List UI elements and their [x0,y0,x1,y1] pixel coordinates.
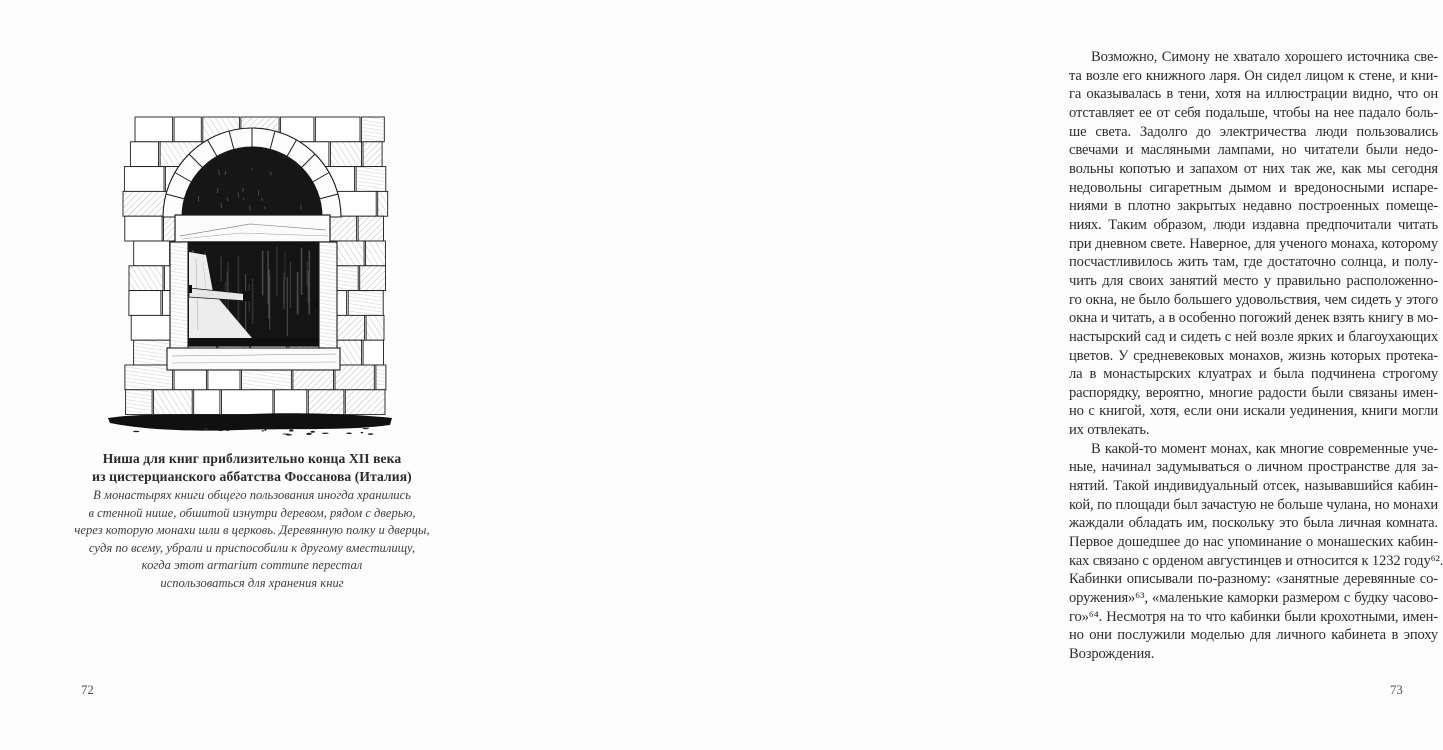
paragraph-1-line: при дневном свете. Наверное, для ученого монаха, которому [1069,235,1438,252]
caption-title-line: из цистерцианского аббатства Фоссанова (Италия) [92,468,412,484]
paragraph-1-line: ше света. Задолго до электричества люди пользовались [1069,123,1438,140]
paragraph-1-line: отставляет ее от себя подальше, чтобы на нее падало боль- [1069,104,1438,121]
right-page [500,0,1443,750]
frame-post-right [319,242,337,352]
paragraph-1-line: распорядку, вероятно, многие радости были связаны имен- [1069,384,1438,401]
bottom-sill-beam [167,348,340,370]
caption-note-line: когда этот armarium commune перестал [141,558,363,572]
paragraph-1-line: их отвлекать. [1069,422,1150,439]
paragraph-2-line: жаждали обладать им, поскольку это была личная комната. [1069,515,1438,532]
paragraph-1-line: свечами и масляными лампами, но читатели были недо- [1069,142,1438,159]
paragraph-1-line: но с книгой, хотя, если они искали уединения, книги могли [1069,403,1438,420]
illustration-caption-title [70,450,434,485]
paragraph-1-line: га оказывалась в тени, хотя на иллюстрации видно, что он [1069,86,1438,103]
paragraph-1-line: окна и читать, а в особенно погожий денек взять книгу в мо- [1069,310,1439,327]
paragraph-1-line: Возможно, Симону не хватало хорошего источника све- [1091,49,1438,65]
paragraph-1-line: цветов. У средневековых монахов, жизнь которых протека- [1069,347,1438,364]
paragraph-2-line: ках связано с орденом августинцев и относится к 1232 году⁶². [1069,552,1443,569]
interior-floor-shadow [188,338,319,346]
caption-note-line: В монастырях книги общего пользования иногда хранились [93,488,411,502]
paragraph-2-line: Первое дошедшее до нас упоминание о монашеских кабин- [1069,534,1438,551]
paragraph-1-line: та возле его книжного ларя. Он сидел лицом к стене, и кни- [1069,67,1438,84]
paragraph-2-line: оружения»⁶³, «маленькие каморки размером с будку часово- [1069,590,1438,607]
hinge-block [243,291,251,301]
paragraph-2-line: В какой-то момент монах, как многие современные уче- [1091,440,1438,457]
paragraph-2-line: Кабинки описывали по-разному: «занятные деревянные со- [1069,571,1438,588]
frame-post-left [170,242,188,352]
paragraph-2-line: но они послужили моделью для личного кабинета в эпоху [1069,627,1438,644]
paragraph-2-line: ные, начинал задумываться о личном пространстве для за- [1069,459,1438,476]
paragraph-2-line: кой, по площади был зачастую не больше чулана, но монахи [1069,496,1438,513]
illustration-caption-note [60,487,444,592]
page-number-right: 73 [1390,683,1403,697]
paragraph-2-line: нятий. Такой индивидуальный отсек, называвшийся кабин- [1069,478,1438,495]
caption-title-line: Ниша для книг приблизительно конца XII века [102,451,402,466]
ground-shadow [108,413,392,430]
right-page-text [1069,48,1443,664]
paragraph-1-line: ла в монастырских клуатрах и была подчинена строгому [1069,366,1438,383]
paragraph-1-line: го окна, не было большего удовольствия, чем сидеть у этого [1069,291,1438,308]
caption-note-line: использоваться для хранения книг [160,575,344,590]
paragraph-1-line: вольны копотью и запахом от них так же, как мы сегодня [1069,160,1438,177]
paragraph-1-line: чить для своих занятий место у правильно расположенно- [1069,272,1438,289]
paragraph-1-line: настырский сад и сидеть с ней возле ярких и благоухающих [1069,328,1438,345]
stone-book-niche-engraving [104,110,404,435]
paragraph-1-line: ниях. Таким образом, люди издавна предпочитали читать [1069,216,1438,233]
caption-note-line: судя по всему, убрали и приспособили к другому вместилищу, [88,540,416,555]
paragraph-2-line: Возрождения. [1069,646,1155,662]
caption-note-line: через которую монахи шли в церковь. Деревянную полку и дверцы, [74,523,430,537]
left-page [0,0,500,750]
caption-note-line: в стенной нише, обшитой изнутри деревом, рядом с дверью, [88,505,416,520]
paragraph-1-line: ниями в плотно закрытых недавно построенных помеще- [1069,198,1438,215]
page-number-left: 72 [81,683,94,697]
paragraph-1-line: недовольны сигаретным дымом и вредоносными испаре- [1069,179,1438,196]
paragraph-1-line: посчастливилось жить там, где достаточно солнца, и полу- [1069,254,1438,271]
paragraph-2-line: го»⁶⁴. Несмотря на то что кабинки были крохотными, имен- [1069,608,1438,625]
